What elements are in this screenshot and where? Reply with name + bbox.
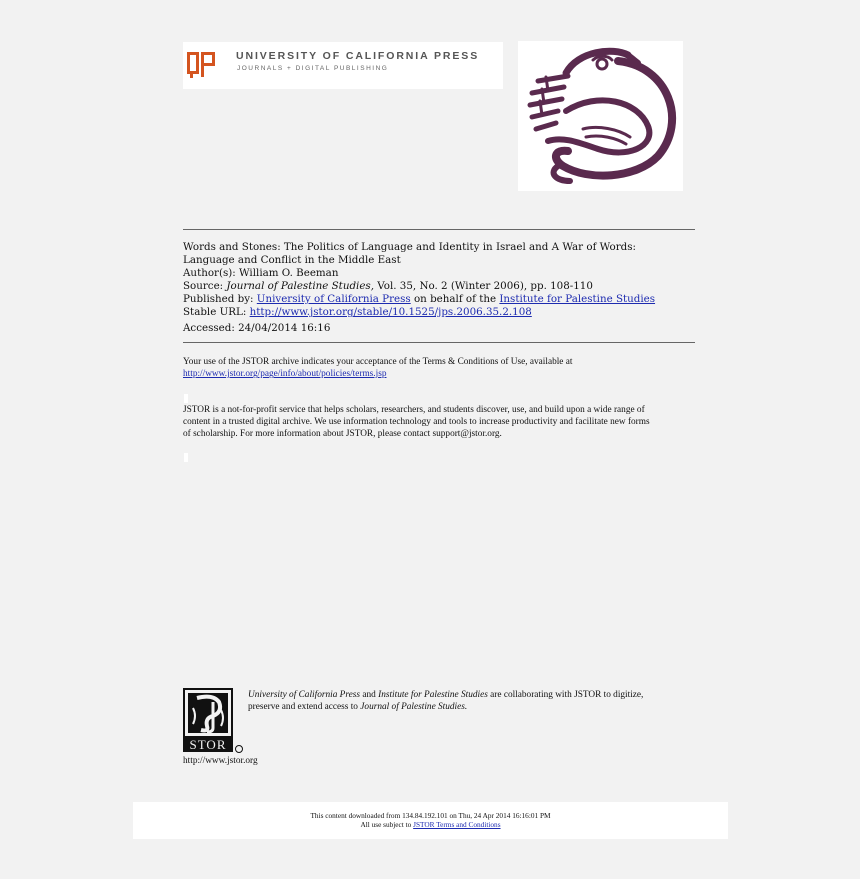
authors-line — [183, 267, 695, 280]
ucp-tagline: JOURNALS + DIGITAL PUBLISHING — [237, 65, 389, 72]
collaboration-note — [248, 689, 693, 713]
footer-text — [133, 811, 728, 829]
published-line — [183, 293, 695, 306]
ips-bird-logo — [518, 41, 683, 191]
accessed-date: 24/04/2014 16:16 — [238, 321, 331, 334]
jstor-logo-text: STOR — [189, 737, 227, 752]
institute-link[interactable]: Institute for Palestine Studies — [499, 293, 656, 306]
bird-icon — [518, 41, 683, 191]
terms-notice — [183, 356, 695, 380]
authors-value: William O. Beeman — [239, 267, 339, 280]
spacer-mark — [184, 453, 188, 462]
about-line3: of scholarship. For more information about JSTOR, please contact support@jstor.org. — [183, 429, 502, 440]
accessed-label: Accessed: — [183, 321, 235, 334]
jstor-home-url: http://www.jstor.org — [183, 756, 258, 766]
collab-institute: Institute for Palestine Studies — [378, 690, 488, 700]
stable-url-link[interactable]: http://www.jstor.org/stable/10.1525/jps.2006.35.2.108 — [249, 306, 532, 319]
stable-url-label: Stable URL: — [183, 306, 247, 319]
footer-subject-text: All use subject to — [360, 820, 412, 830]
ucp-header-logo — [183, 42, 503, 89]
source-line — [183, 280, 695, 293]
publisher-link[interactable]: University of California Press — [256, 293, 411, 306]
terms-link[interactable]: http://www.jstor.org/page/info/about/policies/terms.jsp — [183, 369, 387, 380]
top-divider — [183, 229, 695, 230]
collab-text2: preserve and extend access to — [248, 702, 358, 713]
collab-and: and — [362, 690, 376, 700]
source-label: Source: — [183, 280, 224, 293]
download-info: This content downloaded from 134.84.192.101 on Thu, 24 Apr 2014 16:16:01 PM — [310, 811, 551, 820]
volume-info: Vol. 35, No. 2 (Winter 2006), pp. 108-110 — [377, 280, 593, 293]
about-line1: JSTOR is a not-for-profit service that helps scholars, researchers, and students discover, use, and build upon a wide range of — [183, 405, 645, 415]
spacer-mark — [184, 394, 188, 403]
footer-terms-link[interactable]: JSTOR Terms and Conditions — [413, 820, 501, 830]
behalf-text: on behalf of the — [413, 293, 497, 306]
citation-block — [183, 241, 695, 335]
ucp-book-icon — [185, 49, 217, 81]
collab-text1: are collaborating with JSTOR to digitize, — [490, 690, 644, 700]
ucp-name: UNIVERSITY OF CALIFORNIA PRESS — [236, 50, 480, 62]
terms-text: Your use of the JSTOR archive indicates your acceptance of the Terms & Conditions of Use, available at — [183, 357, 573, 367]
collab-publisher: University of California Press — [248, 690, 360, 700]
article-title-line1: Words and Stones: The Politics of Language and Identity in Israel and A War of Words: — [183, 241, 637, 253]
download-footer — [133, 802, 728, 839]
authors-label: Author(s): — [183, 267, 236, 280]
accessed-line — [183, 322, 695, 335]
jstor-logo — [183, 688, 233, 752]
published-label: Published by: — [183, 293, 254, 306]
bottom-divider — [183, 342, 695, 343]
collab-journal: Journal of Palestine Studies. — [360, 702, 468, 713]
article-title-line2: Language and Conflict in the Middle East — [183, 254, 401, 267]
stable-url-line — [183, 306, 695, 319]
about-jstor — [183, 404, 695, 441]
about-line2: content in a trusted digital archive. We use information technology and tools to increase productivity and facilitate new forms — [183, 417, 650, 428]
registered-icon — [235, 745, 243, 753]
journal-name: Journal of Palestine Studies, — [226, 280, 374, 293]
